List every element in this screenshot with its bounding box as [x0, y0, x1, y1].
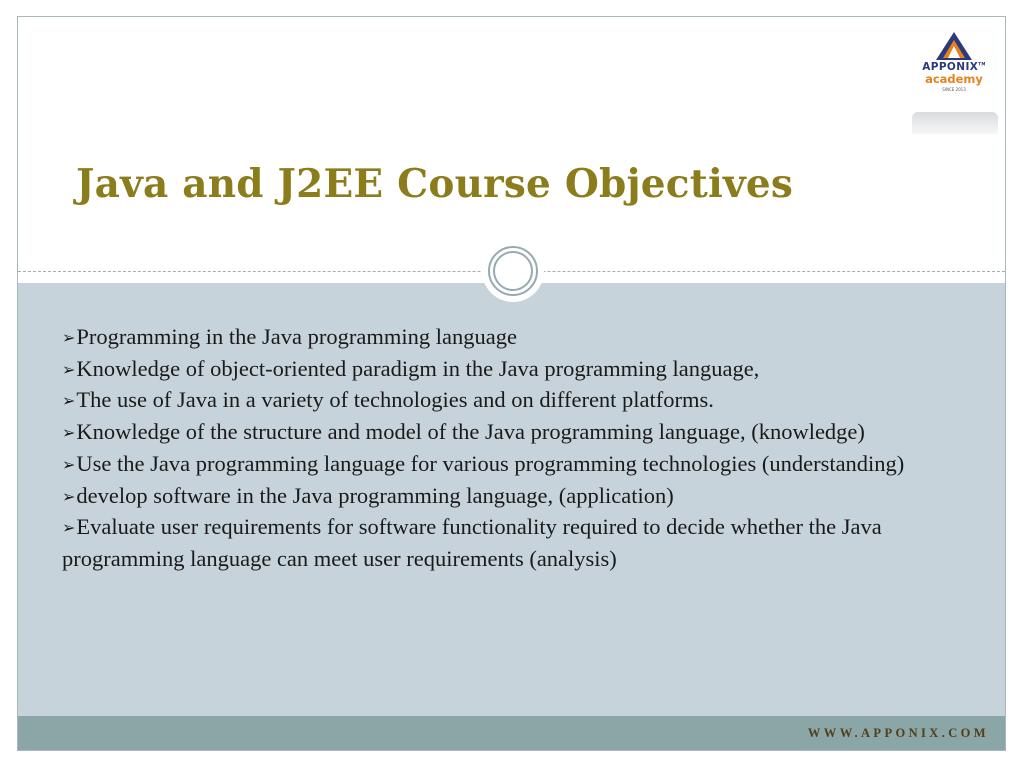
logo-name: APPONIX™ [922, 61, 986, 73]
title-section [18, 17, 1005, 273]
footer-url: WWW.APPONIX.COM [807, 726, 989, 740]
arrow-bullet-icon: ➢ [62, 518, 76, 538]
arrow-bullet-icon: ➢ [62, 328, 76, 347]
corner-tab-decoration [912, 112, 998, 134]
list-item [62, 322, 962, 354]
arrow-bullet-icon: ➢ [62, 486, 76, 506]
triangle-logo-icon [935, 31, 973, 61]
list-item-text: Knowledge of the structure and model of the Java programming language, (knowledge) [76, 419, 865, 445]
list-item [62, 385, 962, 417]
logo-subtitle: academy [925, 72, 983, 86]
slide-title: Java and J2EE Course Objectives [76, 161, 793, 207]
list-item [62, 481, 962, 513]
list-item [62, 449, 962, 481]
list-item-text: Evaluate user requirements for software functionality required to decide whether the Java programming language can meet user requirements (analysis) [62, 514, 882, 571]
slide [17, 16, 1006, 751]
circle-inner [493, 251, 533, 291]
footer-bar [18, 716, 1005, 750]
objectives-list [62, 322, 962, 575]
list-item-text: Use the Java programming language for various programming technologies (understanding) [76, 450, 905, 476]
arrow-bullet-icon: ➢ [62, 359, 76, 379]
list-item-text: The use of Java in a variety of technologies and on different platforms. [76, 387, 714, 413]
logo-since: SINCE 2013 [942, 87, 966, 92]
arrow-bullet-icon: ➢ [62, 423, 76, 443]
list-item-text: Programming in the Java programming language [76, 324, 517, 349]
concentric-circle-icon [482, 240, 544, 302]
list-item-text: Knowledge of object-oriented paradigm in the Java programming language, [76, 355, 760, 381]
logo [911, 31, 997, 99]
circle-ring [488, 246, 538, 296]
arrow-bullet-icon: ➢ [62, 391, 76, 411]
list-item [62, 512, 962, 574]
list-item-text: develop software in the Java programming language, (application) [76, 482, 674, 508]
logo-trademark: TM [978, 61, 986, 67]
arrow-bullet-icon: ➢ [62, 454, 76, 474]
list-item [62, 354, 962, 386]
list-item [62, 417, 962, 449]
